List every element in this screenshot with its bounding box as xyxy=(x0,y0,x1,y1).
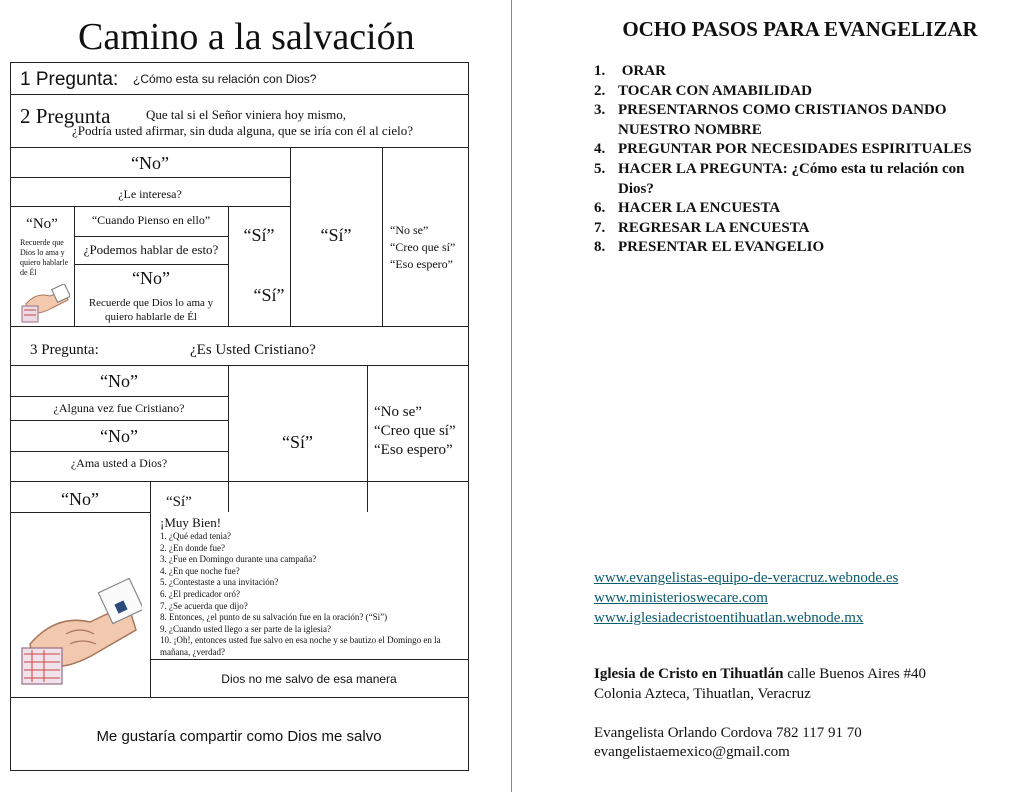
church-address-line-2: Colonia Azteca, Tihuatlan, Veracruz xyxy=(594,685,811,702)
me-gustaria-text: Me gustaría compartir como Dios me salvo xyxy=(96,728,382,745)
step-item: 5. HACER LA PREGUNTA: ¿Cómo esta tu relación con xyxy=(594,160,965,177)
page-divider xyxy=(511,0,512,792)
question-2-text-1: Que tal si el Señor viniera hoy mismo, xyxy=(146,107,347,122)
answer-no: “No” xyxy=(61,489,99,509)
step-item: 7. REGRESAR LA ENCUESTA xyxy=(594,219,810,236)
divider xyxy=(10,481,468,482)
answer-si: “Sí” xyxy=(320,225,352,245)
question-item: 6. ¿El predicador oró? xyxy=(160,588,240,599)
cuando-pienso-text: “Cuando Pienso en ello” xyxy=(91,213,211,227)
question-list xyxy=(160,531,441,659)
divider xyxy=(10,147,468,148)
step-item: 3. PRESENTARNOS COMO CRISTIANOS DANDO xyxy=(594,102,947,119)
divider xyxy=(74,236,228,237)
podemos-hablar-text: ¿Podemos hablar de esto? xyxy=(83,242,219,257)
step-item: 8. PRESENTAR EL EVANGELIO xyxy=(594,239,825,256)
recuerde-small-text: Recuerde que Dios lo ama y quiero hablarle de Él xyxy=(20,238,69,277)
answer-si: “Sí” xyxy=(253,285,285,305)
divider xyxy=(10,420,228,421)
creo-que-si-line: “Creo que sí” xyxy=(374,423,456,439)
step-item: Dios? xyxy=(618,180,654,197)
step-item: NUESTRO NOMBRE xyxy=(618,121,762,138)
answer-no: “No” xyxy=(132,268,170,288)
divider xyxy=(10,697,468,698)
step-item: 6. HACER LA ENCUESTA xyxy=(594,200,781,217)
email-line[interactable]: evangelistaemexico@gmail.com xyxy=(594,744,790,761)
question-item: 3. ¿Fue en Domingo durante una campaña? xyxy=(160,554,317,565)
divider xyxy=(10,94,468,95)
answer-no: “No” xyxy=(26,216,58,232)
recuerde-text-2: quiero hablarle de Él xyxy=(105,311,197,323)
answer-si: “Sí” xyxy=(243,225,275,245)
divider xyxy=(10,177,290,178)
steps-title: OCHO PASOS PARA EVANGELIZAR xyxy=(622,17,978,41)
question-1-text: ¿Cómo esta su relación con Dios? xyxy=(133,72,317,86)
answer-si: “Sí” xyxy=(166,494,192,510)
links-list xyxy=(594,568,898,628)
alguna-vez-text: ¿Alguna vez fue Cristiano? xyxy=(53,401,185,415)
question-3-label: 3 Pregunta: xyxy=(30,342,99,358)
no-me-salvo-text: Dios no me salvo de esa manera xyxy=(221,672,397,686)
creo-que-si-line: “Creo que sí” xyxy=(390,240,456,254)
divider xyxy=(10,396,228,397)
question-3-text: ¿Es Usted Cristiano? xyxy=(190,342,316,358)
question-item: 5. ¿Contestaste a una invitación? xyxy=(160,577,279,588)
ama-dios-text: ¿Ama usted a Dios? xyxy=(70,456,168,470)
divider xyxy=(10,326,468,327)
divider xyxy=(382,147,383,327)
question-2-label: 2 Pregunta xyxy=(20,104,111,128)
step-item: 4. PREGUNTAR POR NECESIDADES ESPIRITUALES xyxy=(594,141,972,158)
website-link[interactable]: www.ministerioswecare.com xyxy=(594,590,768,606)
evangelist-line: Evangelista Orlando Cordova 782 117 91 70 xyxy=(594,724,862,741)
church-info xyxy=(594,665,926,763)
step-item: 1. ORAR xyxy=(594,63,666,79)
le-interesa-text: ¿Le interesa? xyxy=(118,187,182,201)
question-item: 2. ¿En donde fue? xyxy=(160,542,225,553)
no-se-line: “No se” xyxy=(374,404,422,420)
divider xyxy=(10,206,290,207)
answer-no: “No” xyxy=(100,371,138,391)
page-title: Camino a la salvación xyxy=(78,16,415,58)
no-se-line: “No se” xyxy=(390,223,429,237)
step-item: 2. TOCAR CON AMABILIDAD xyxy=(594,82,812,99)
church-name: Iglesia de Cristo en Tihuatlán xyxy=(594,666,784,682)
answer-no: “No” xyxy=(100,426,138,446)
website-link[interactable]: www.iglesiadecristoentihuatlan.webnode.mx xyxy=(594,610,864,626)
divider xyxy=(74,264,228,265)
question-item: 8. Entonces, ¿el punto de su salvación fue en la oración? (“Si”) xyxy=(160,612,388,623)
answer-si: “Sí” xyxy=(282,432,313,452)
question-item: 4. ¿En que noche fue? xyxy=(160,565,240,576)
divider xyxy=(10,451,228,452)
recuerde-text-1: Recuerde que Dios lo ama y xyxy=(88,297,214,309)
question-1-label: 1 Pregunta: xyxy=(20,69,119,90)
question-item: 10. ¡Oh!, entonces usted fue salvo en esa noche y se bautizo el Domingo en la xyxy=(160,635,441,646)
question-item: 1. ¿Qué edad tenia? xyxy=(160,531,231,541)
question-item: 9. ¿Cuando usted llego a ser parte de la iglesia? xyxy=(160,623,331,634)
handshake-icon xyxy=(20,284,70,324)
handshake-icon xyxy=(20,578,142,686)
steps-list xyxy=(594,62,972,258)
divider xyxy=(10,365,468,366)
muy-bien-text: ¡Muy Bien! xyxy=(160,515,222,530)
divider xyxy=(150,659,468,660)
question-2-text-2: ¿Podría usted afirmar, sin duda alguna, que se iría con él al cielo? xyxy=(72,123,413,138)
answer-no: “No” xyxy=(131,153,169,173)
divider xyxy=(367,365,368,512)
question-item: 7. ¿Se acuerda que dijo? xyxy=(160,600,248,611)
website-link[interactable]: www.evangelistas-equipo-de-veracruz.webnode.es xyxy=(594,570,899,586)
divider xyxy=(150,481,151,697)
question-item: mañana, ¿verdad? xyxy=(160,646,225,657)
divider xyxy=(10,512,150,513)
eso-espero-line: “Eso espero” xyxy=(374,442,453,458)
eso-espero-line: “Eso espero” xyxy=(390,257,453,271)
church-address-line: Iglesia de Cristo en Tihuatlán calle Buenos Aires #40 xyxy=(594,666,926,682)
